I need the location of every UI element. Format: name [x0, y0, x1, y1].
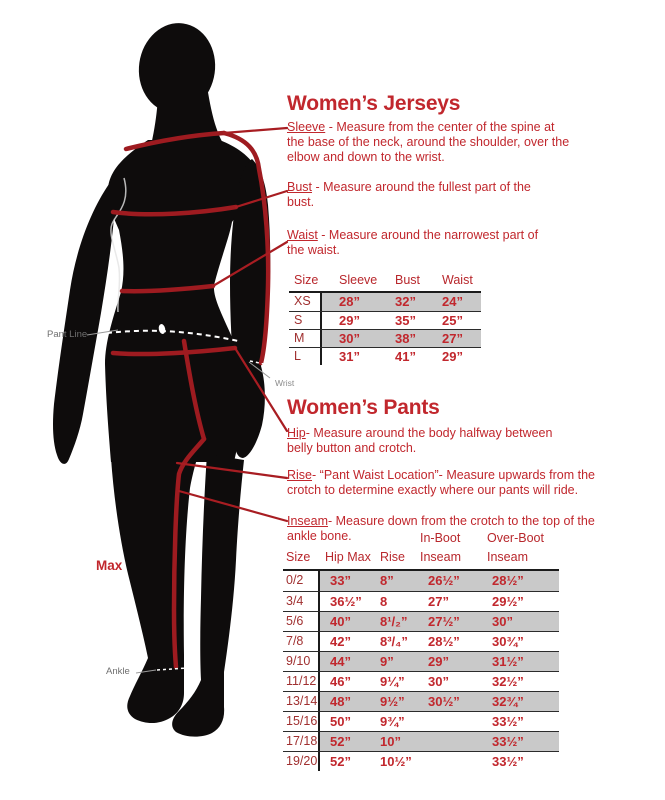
value-cell: 42” — [330, 634, 351, 649]
waist-measurement-note — [287, 228, 542, 258]
value-cell: 27” — [428, 594, 449, 609]
value-cell: 28½” — [428, 634, 460, 649]
value-cell: 29” — [442, 349, 463, 364]
table-header-row — [289, 273, 481, 293]
pant-line-label: Pant Line — [47, 329, 88, 340]
value-cell: 26½” — [418, 571, 485, 591]
figure-left-leg — [111, 456, 198, 723]
value-cell: 8 — [380, 594, 388, 609]
value-cell: 9½” — [378, 692, 418, 711]
size-cell: 15/16 — [283, 712, 320, 731]
size-cell: 7/8 — [283, 632, 320, 651]
rise-measurement-note — [287, 468, 617, 498]
size-cell: L — [289, 348, 322, 365]
value-cell — [418, 712, 485, 731]
figure-left-arm — [53, 184, 114, 464]
value-cell: 29” — [339, 313, 360, 328]
table-row — [283, 671, 559, 691]
value-cell: 9¾” — [380, 714, 405, 729]
inseam-term: Inseam — [287, 514, 328, 528]
table-row — [283, 751, 559, 771]
value-cell: 27” — [440, 330, 481, 347]
table-row — [289, 311, 481, 329]
table-row — [289, 293, 481, 311]
table-header-cell: Sleeve — [339, 273, 378, 287]
value-cell: 33½” — [485, 732, 559, 751]
value-cell: 8” — [378, 571, 418, 591]
value-cell: 8¹/₂” — [378, 612, 418, 631]
table-header-cell: Size — [286, 550, 311, 564]
table-row — [283, 711, 559, 731]
jerseys-heading: Women’s Jerseys — [287, 92, 461, 115]
value-cell: 24” — [440, 293, 481, 311]
bust-measurement-note — [287, 180, 532, 210]
table-row — [283, 691, 559, 711]
value-cell: 33½” — [492, 754, 524, 769]
value-cell: 33” — [320, 571, 378, 591]
table-row — [283, 651, 559, 671]
value-cell: 30” — [322, 330, 392, 347]
value-cell: 46” — [330, 674, 351, 689]
size-cell: 5/6 — [283, 612, 320, 631]
value-cell — [418, 752, 485, 771]
hip-sep: - — [305, 426, 314, 440]
value-cell: 28” — [322, 293, 392, 311]
size-cell: 3/4 — [283, 592, 320, 611]
value-cell: 27½” — [418, 612, 485, 631]
bust-text: Measure around the fullest part of the bust. — [287, 180, 531, 209]
hip-term: Hip — [287, 426, 306, 440]
size-cell: S — [289, 312, 322, 329]
value-cell: 30” — [428, 674, 449, 689]
ankle-label: Ankle — [106, 666, 130, 677]
table-header-cell: Waist — [442, 273, 473, 287]
value-cell: 32” — [392, 293, 440, 311]
value-cell — [418, 732, 485, 751]
table-header-cell: Over-Boot Inseam — [487, 531, 544, 564]
table-header-cell: Hip Max — [325, 550, 371, 564]
value-cell: 41” — [395, 349, 416, 364]
value-cell: 32¾” — [485, 692, 559, 711]
hip-measurement-note — [287, 426, 572, 456]
table-header-cell: Rise — [380, 550, 406, 564]
table-header-cell: In-Boot Inseam — [420, 531, 461, 564]
wrist-label: Wrist — [275, 378, 295, 388]
sleeve-measurement-note — [287, 120, 572, 165]
value-cell: 30” — [485, 612, 559, 631]
table-header-cell: Size — [294, 273, 319, 287]
table-row — [283, 571, 559, 591]
value-cell: 35” — [395, 313, 416, 328]
value-cell: 25” — [442, 313, 463, 328]
size-cell: M — [289, 330, 322, 347]
pants-heading: Women’s Pants — [287, 396, 440, 419]
value-cell: 10” — [378, 732, 418, 751]
value-cell: 32½” — [492, 674, 524, 689]
sleeve-term: Sleeve — [287, 120, 326, 134]
inseam-sep: - — [328, 514, 336, 528]
value-cell: 52” — [330, 754, 351, 769]
value-cell: 10½” — [380, 754, 412, 769]
value-cell: 52” — [320, 732, 378, 751]
size-cell: 13/14 — [283, 692, 320, 711]
sleeve-text: Measure from the center of the spine at the base of the neck, around the shoulder, over the elbow and down to the wrist. — [287, 120, 570, 164]
waist-sep: - — [317, 228, 329, 242]
pants-size-table — [283, 531, 559, 771]
table-row — [283, 591, 559, 611]
value-cell: 30½” — [418, 692, 485, 711]
size-cell: XS — [289, 293, 322, 311]
bust-term: Bust — [287, 180, 313, 194]
inseam-text: Measure down from the crotch to the top of the ankle bone. — [287, 514, 595, 543]
sleeve-sep: - — [325, 120, 337, 134]
value-cell: 30¾” — [492, 634, 524, 649]
value-cell: 31½” — [485, 652, 559, 671]
waist-term: Waist — [287, 228, 318, 242]
value-cell: 33½” — [492, 714, 524, 729]
value-cell: 29” — [418, 652, 485, 671]
value-cell: 48” — [320, 692, 378, 711]
size-cell: 0/2 — [283, 571, 320, 591]
table-header-row — [283, 531, 559, 571]
value-cell: 9” — [378, 652, 418, 671]
rise-term: Rise — [287, 468, 313, 482]
value-cell: 38” — [392, 330, 440, 347]
rise-sep: - — [312, 468, 320, 482]
table-row — [283, 631, 559, 651]
value-cell: 29½” — [492, 594, 524, 609]
size-cell: 11/12 — [283, 672, 320, 691]
value-cell: 8³/₄” — [380, 634, 408, 649]
value-cell: 9¼” — [380, 674, 405, 689]
hip-text: Measure around the body halfway between belly button and crotch. — [287, 426, 553, 455]
size-cell: 19/20 — [283, 752, 320, 771]
figure-silhouette — [53, 18, 270, 736]
max-label: Max — [96, 558, 123, 573]
table-row — [289, 347, 481, 365]
jerseys-size-table — [289, 273, 481, 365]
value-cell: 40” — [320, 612, 378, 631]
value-cell: 44” — [320, 652, 378, 671]
table-row — [283, 731, 559, 751]
table-header-cell: Bust — [395, 273, 421, 287]
rise-text: “Pant Waist Location”- Measure upwards from the crotch to determine exactly where our pants will ride. — [287, 468, 595, 497]
bust-sep: - — [312, 180, 324, 194]
waist-text: Measure around the narrowest part of the waist. — [287, 228, 539, 257]
size-cell: 17/18 — [283, 732, 320, 751]
value-cell: 36½” — [330, 594, 362, 609]
table-row — [289, 329, 481, 347]
value-cell: 31” — [339, 349, 360, 364]
size-cell: 9/10 — [283, 652, 320, 671]
value-cell: 28½” — [485, 571, 559, 591]
sleeve-leader-line — [224, 128, 287, 133]
value-cell: 50” — [330, 714, 351, 729]
table-row — [283, 611, 559, 631]
